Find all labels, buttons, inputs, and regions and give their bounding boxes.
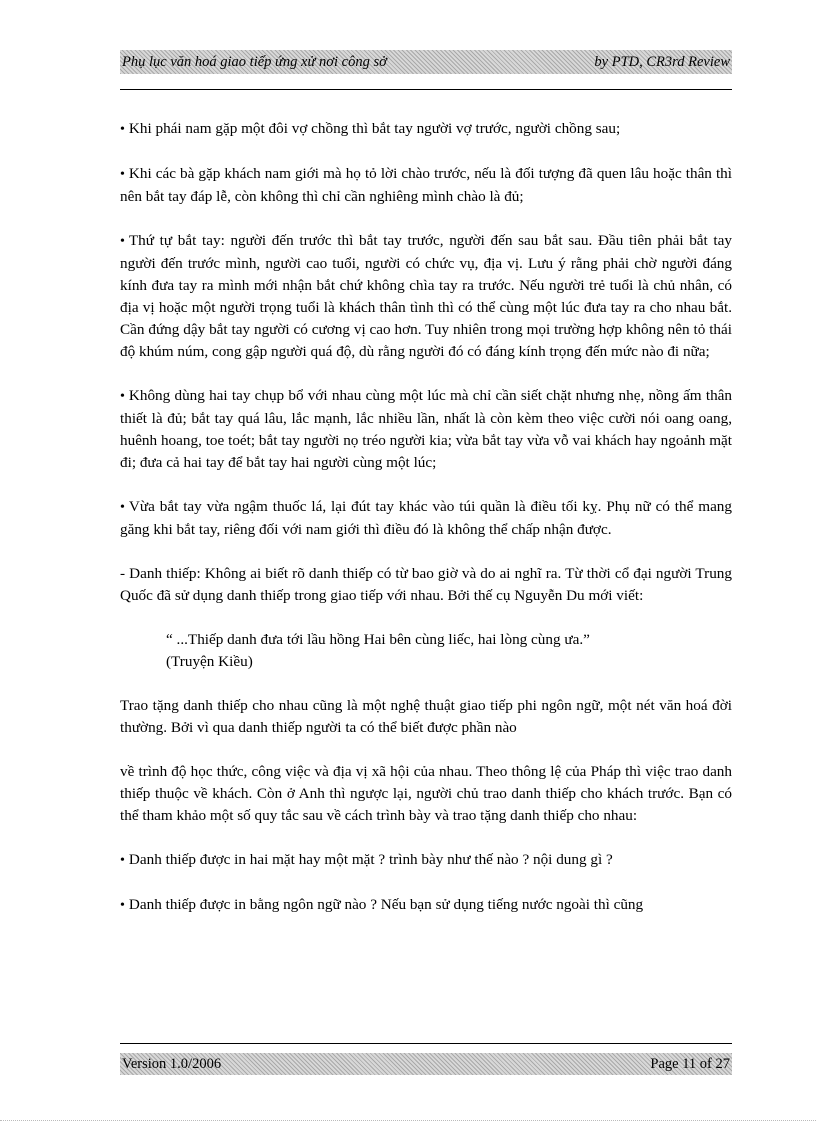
paragraph-business-card: - Danh thiếp: Không ai biết rõ danh thiếp có từ bao giờ và do ai nghĩ ra. Từ thời cổ đại người Trung Quốc đã sử dụng danh thiếp trong giao tiếp với nhau. Bởi thế cụ Nguyễn Du mới viết: — [120, 565, 732, 604]
footer-page-number: Page 11 of 27 — [650, 1055, 730, 1072]
paragraph-bullet-4: • Không dùng hai tay chụp bổ với nhau cùng một lúc mà chỉ cần siết chặt nhưng nhẹ, nồng ấm thân thiết là đủ; bắt tay quá lâu, lắc mạnh, lắc nhiều lần, nhất là còn kèm theo việc cười nói oang oang, huênh hoang, toe toét; bắt tay người nọ tréo người kia; vừa bắt tay vừa vỗ vai khách hay ngoảnh mặt đi; đưa cả hai tay để bắt tay hai người cùng một lúc; — [120, 385, 732, 474]
footer-version: Version 1.0/2006 — [122, 1055, 222, 1072]
header-divider — [120, 89, 732, 90]
header-author: by PTD, CR3rd Review — [594, 53, 730, 70]
header-title: Phụ lục văn hoá giao tiếp ứng xử nơi công sở — [122, 53, 387, 70]
document-body — [120, 118, 732, 939]
page-edge — [0, 1120, 816, 1121]
paragraph-nonverbal: Trao tặng danh thiếp cho nhau cũng là một nghệ thuật giao tiếp phi ngôn ngữ, một nét văn hoá đời thường. Bởi vì qua danh thiếp người ta có thể biết được phần nào — [120, 697, 732, 736]
paragraph-customs: về trình độ học thức, công việc và địa vị xã hội của nhau. Theo thông lệ của Pháp thì việc trao danh thiếp thuộc về khách. Còn ở Anh thì ngược lại, người chủ trao danh thiếp cho khách trước. Bạn có thể tham khảo một số quy tắc sau về cách trình bày và trao tặng danh thiếp cho nhau: — [120, 763, 732, 824]
poem-quote — [166, 629, 732, 673]
paragraph-bullet-7: • Danh thiếp được in bằng ngôn ngữ nào ? Nếu bạn sử dụng tiếng nước ngoài thì cũng — [120, 894, 732, 917]
page-footer — [120, 1053, 732, 1075]
quote-source: (Truyện Kiều) — [166, 653, 253, 670]
paragraph-bullet-1: • Khi phái nam gặp một đôi vợ chồng thì bắt tay người vợ trước, người chồng sau; — [120, 118, 732, 141]
footer-divider — [120, 1043, 732, 1044]
paragraph-bullet-6: • Danh thiếp được in hai mặt hay một mặt ? trình bày như thế nào ? nội dung gì ? — [120, 849, 732, 872]
quote-line: “ ...Thiếp danh đưa tới lầu hồng Hai bên cùng liếc, hai lòng cùng ưa.” — [166, 631, 590, 648]
paragraph-bullet-2: • Khi các bà gặp khách nam giới mà họ tỏ lời chào trước, nếu là đối tượng đã quen lâu hoặc thân thì nên bắt tay đáp lễ, còn không thì chỉ cần nghiêng mình chào là đủ; — [120, 163, 732, 208]
page-header — [120, 50, 732, 74]
paragraph-bullet-3: • Thứ tự bắt tay: người đến trước thì bắt tay trước, người đến sau bắt sau. Đầu tiên phải bắt tay người đến trước mình, người cao tuổi, người có chức vụ, địa vị. Lưu ý rằng phải chờ người đáng kính đưa tay ra mình mới nhận bắt chứ không chìa tay ra trước. Nếu người trẻ tuổi là chủ nhân, có địa vị hoặc một người trọng tuổi là khách thân tình thì có thể cùng một lúc đưa tay ra cho nhau bắt. Cần đứng dậy bắt tay người có cương vị cao hơn. Tuy nhiên trong mọi trường hợp không nên tỏ thái độ khúm núm, cong gập người quá độ, dù rằng người đó có đáng kính trọng đến mức nào đi nữa; — [120, 230, 732, 363]
paragraph-bullet-5: • Vừa bắt tay vừa ngậm thuốc lá, lại đút tay khác vào túi quần là điều tối kỵ. Phụ nữ có thể mang găng khi bắt tay, riêng đối với nam giới thì điều đó là không thể chấp nhận được. — [120, 496, 732, 541]
